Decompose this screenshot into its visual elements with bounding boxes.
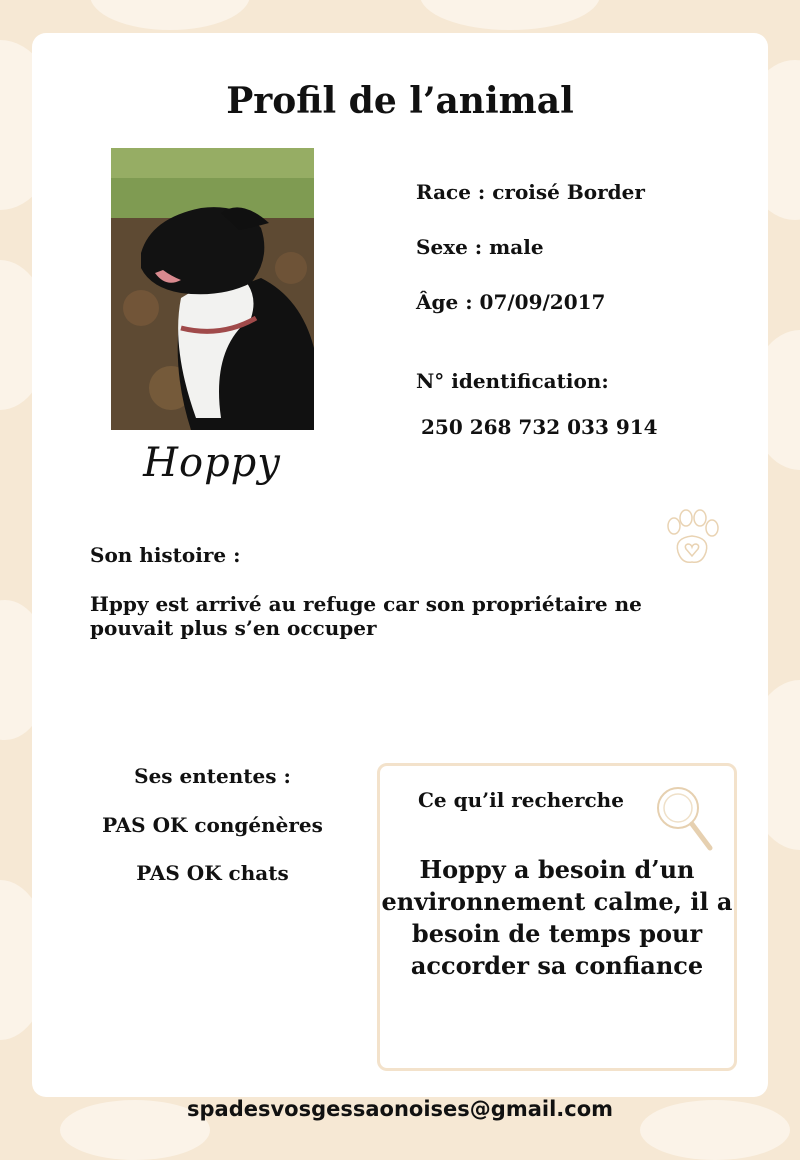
age-info: Âge : 07/09/2017 — [416, 290, 606, 314]
compat-label: Ses ententes : — [134, 764, 291, 788]
looking-for-box — [377, 763, 737, 1071]
contact-email[interactable]: spadesvosgessaonoises@gmail.com — [187, 1097, 613, 1121]
compat-item-cats: PAS OK chats — [136, 861, 289, 885]
story-text: Hppy est arrivé au refuge car son propriétaire ne pouvait plus s’en occuper — [90, 592, 642, 640]
looking-for-title: Ce qu’il recherche — [418, 788, 624, 812]
pet-name: Hoppy — [143, 440, 281, 486]
compat-item-dogs: PAS OK congénères — [102, 813, 323, 837]
sex-info: Sexe : male — [416, 235, 544, 259]
id-value: 250 268 732 033 914 — [421, 415, 658, 439]
race-info: Race : croisé Border — [416, 180, 645, 204]
looking-for-text: Hoppy a besoin d’un environnement calme, il a besoin de temps pour accorder sa confiance — [381, 855, 733, 980]
pet-photo — [111, 148, 314, 430]
story-label: Son histoire : — [90, 543, 241, 567]
paw-heart-icon — [660, 508, 724, 572]
magnifier-icon — [652, 782, 716, 854]
id-label: N° identification: — [416, 369, 609, 393]
page-title: Profil de l’animal — [226, 80, 574, 122]
